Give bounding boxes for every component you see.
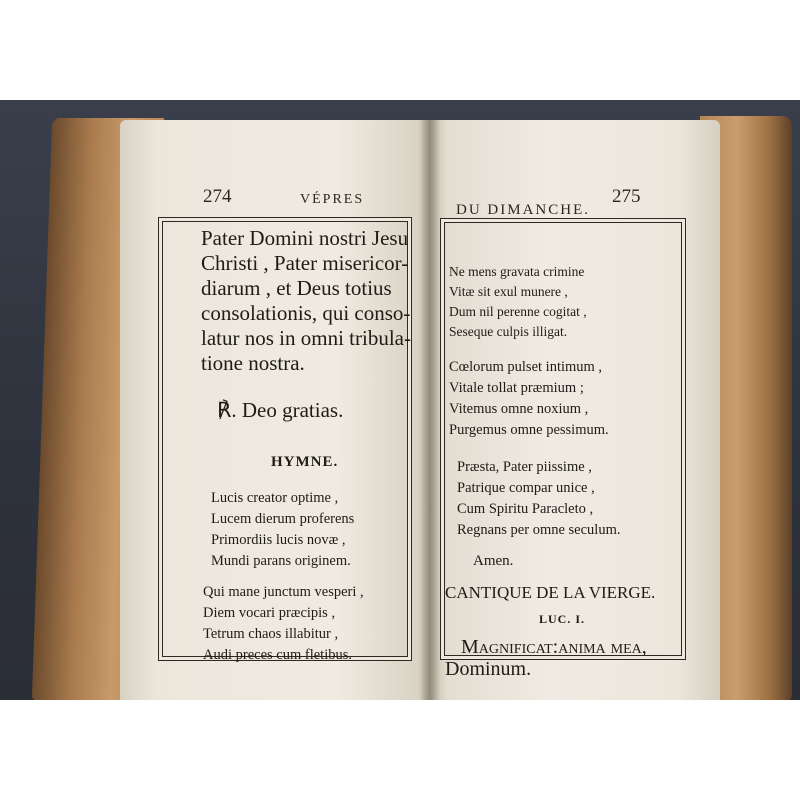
hymn-line: Lucem dierum proferens [211, 511, 355, 527]
hymn-line: Patrique compar unice , [457, 480, 595, 496]
hymn-line: Mundi parans originem. [211, 553, 351, 569]
hymn-line: Audi preces cum fletibus. [203, 647, 352, 663]
prayer-line: diarum , et Deus totius [201, 276, 392, 300]
hymn-line: Vitemus omne noxium , [449, 401, 589, 417]
prayer-line: Christi , Pater misericor- [201, 251, 409, 275]
hymn-line: Tetrum chaos illabitur , [203, 626, 339, 642]
hymn-line: Regnans per omne seculum. [457, 522, 621, 538]
hymn-line: Dum nil perenne cogitat , [449, 304, 587, 319]
right-text-frame [440, 218, 686, 680]
magnificat-line: Magnificat:anima mea, [461, 636, 647, 658]
prayer-line: tione nostra. [201, 351, 305, 375]
hymn-line: Purgemus omne pessimum. [449, 422, 609, 438]
canticle-reference: LUC. I. [539, 612, 586, 626]
left-running-title: VÉPRES [300, 192, 365, 207]
magnificat-line: Dominum. [445, 658, 532, 680]
hymn-line: Seseque culpis illigat. [449, 324, 568, 339]
prayer-line: Pater Domini nostri Jesu [201, 226, 409, 250]
prayer-line: latur nos in omni tribula- [201, 326, 411, 350]
hymn-line: Primordiis lucis novæ , [211, 532, 346, 548]
hymn-line: Vitæ sit exul munere , [449, 284, 568, 299]
canticle-heading: CANTIQUE DE LA VIERGE. [445, 583, 656, 602]
amen-line: Amen. [473, 553, 514, 569]
left-page-number: 274 [203, 186, 232, 207]
hymn-line: Cum Spiritu Paracleto , [457, 501, 594, 517]
left-text-frame [158, 217, 412, 661]
hymn-line: Cœlorum pulset intimum , [449, 359, 603, 375]
book-gutter [420, 120, 440, 700]
hymn-line: Vitale tollat præmium ; [449, 380, 584, 396]
hymn-line: Ne mens gravata crimine [449, 264, 585, 279]
hymn-heading: HYMNE. [271, 454, 339, 470]
hymn-line: Diem vocari præcipis , [203, 605, 336, 621]
prayer-line: consolationis, qui conso- [201, 301, 411, 325]
right-page-number: 275 [612, 186, 641, 207]
hymn-line: Præsta, Pater piissime , [457, 459, 592, 475]
hymn-line: Qui mane junctum vesperi , [203, 584, 364, 600]
response-line: ℟. Deo gratias. [217, 398, 344, 422]
right-running-title: DU DIMANCHE. [456, 202, 590, 218]
hymn-line: Lucis creator optime , [211, 490, 339, 506]
